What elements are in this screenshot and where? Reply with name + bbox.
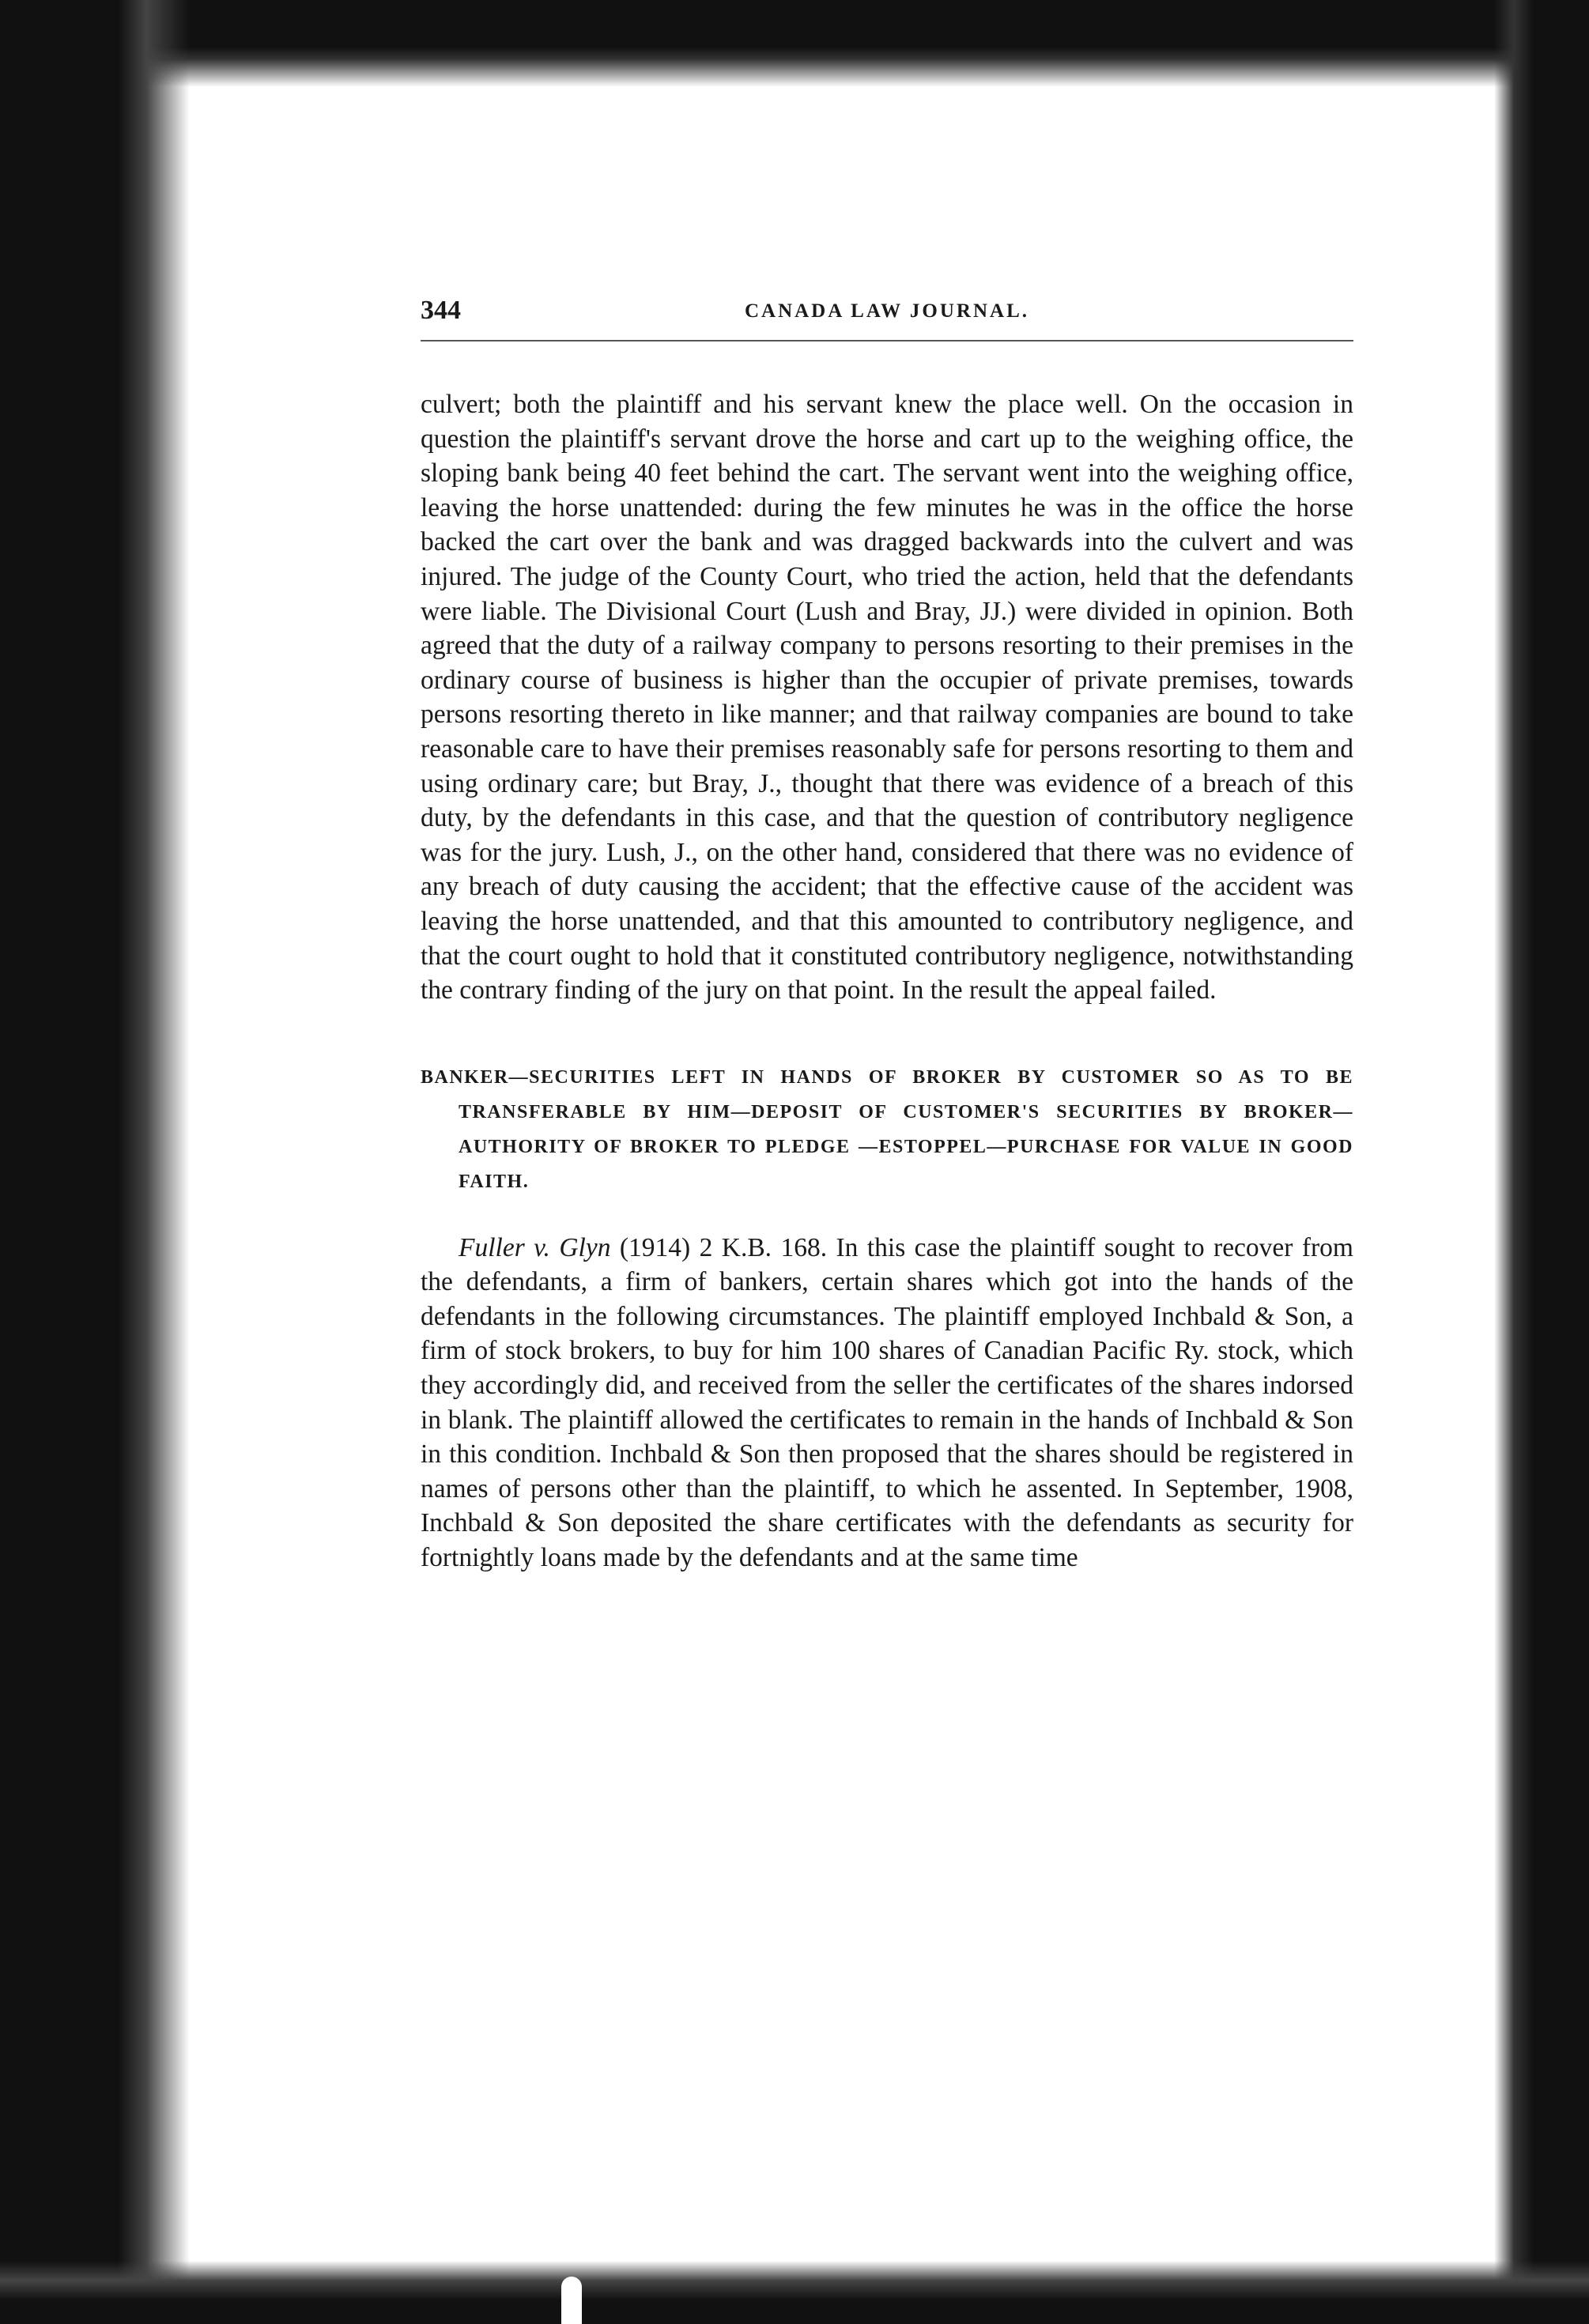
scan-border-right bbox=[1494, 0, 1589, 2324]
case-paragraph bbox=[421, 1231, 1353, 1575]
scan-border-left bbox=[0, 0, 190, 2324]
running-head bbox=[421, 285, 1353, 341]
case-heading: BANKER—SECURITIES LEFT IN HANDS OF BROKER BY CUSTOMER SO AS TO BE TRANSFERABLE BY HIM—DEPOSIT OF CUSTOMER'S SECURITIES BY BROKER—AUTHORITY OF BROKER TO PLEDGE —ESTOPPEL—PURCHASE FOR VALUE IN GOOD FAITH. bbox=[421, 1066, 1353, 1192]
page-number: 344 bbox=[421, 296, 461, 325]
article-body bbox=[421, 387, 1353, 1575]
case-name: Fuller v. Glyn bbox=[459, 1232, 611, 1262]
case-text: In this case the plaintiff sought to recover from the defendants, a firm of bankers, certain shares which got into the hands of the defendants in the following circumstances. The plaintiff employed Inchbald & Son, a firm of stock brokers, to buy for him 100 shares of Canadian Pacific Ry. stock, which they accordingly did, and received from the seller the certificates of the shares indorsed in blank. The plaintiff allowed the certificates to remain in the hands of Inchbald & Son in this condition. Inchbald & Son then proposed that the shares should be registered in names of persons other than the plaintiff, to which he assented. In September, 1908, Inchbald & Son deposited the share certificates with the defendants as security for fortnightly loans made by the defendants and at the same time bbox=[421, 1232, 1353, 1573]
case-citation: (1914) 2 K.B. 168. bbox=[610, 1232, 828, 1262]
journal-page bbox=[421, 285, 1353, 1575]
scan-border-bottom bbox=[0, 2261, 1589, 2324]
scan-border-top bbox=[0, 0, 1589, 87]
continued-paragraph: culvert; both the plaintiff and his servant knew the place well. On the occasion in question the plaintiff's servant drove the horse and cart up to the weighing office, the sloping bank being 40 feet behind the cart. The servant went into the weighing office, leaving the horse unattended: during the few minutes he was in the office the horse backed the cart over the bank and was dragged backwards into the culvert and was injured. The judge of the County Court, who tried the action, held that the defendants were liable. The Divisional Court (Lush and Bray, JJ.) were divided in opinion. Both agreed that the duty of a railway company to persons resorting to their premises in the ordinary course of business is higher than the occupier of private premises, towards persons resorting thereto in like manner; and that railway companies are bound to take reasonable care to have their premises reasonably safe for persons resorting to them and using ordinary care; but Bray, J., thought that there was evidence of a breach of this duty, by the defendants in this case, and that the question of contributory negligence was for the jury. Lush, J., on the other hand, considered that there was no evidence of any breach of duty causing the accident; that the effective cause of the accident was leaving the horse unattended, and that this amounted to contributory negligence, and that the court ought to hold that it constituted contributory negligence, notwithstanding the contrary finding of the jury on that point. In the result the appeal failed. bbox=[421, 390, 1353, 1005]
journal-title: CANADA LAW JOURNAL. bbox=[744, 300, 1030, 322]
scan-artifact bbox=[561, 2277, 582, 2324]
